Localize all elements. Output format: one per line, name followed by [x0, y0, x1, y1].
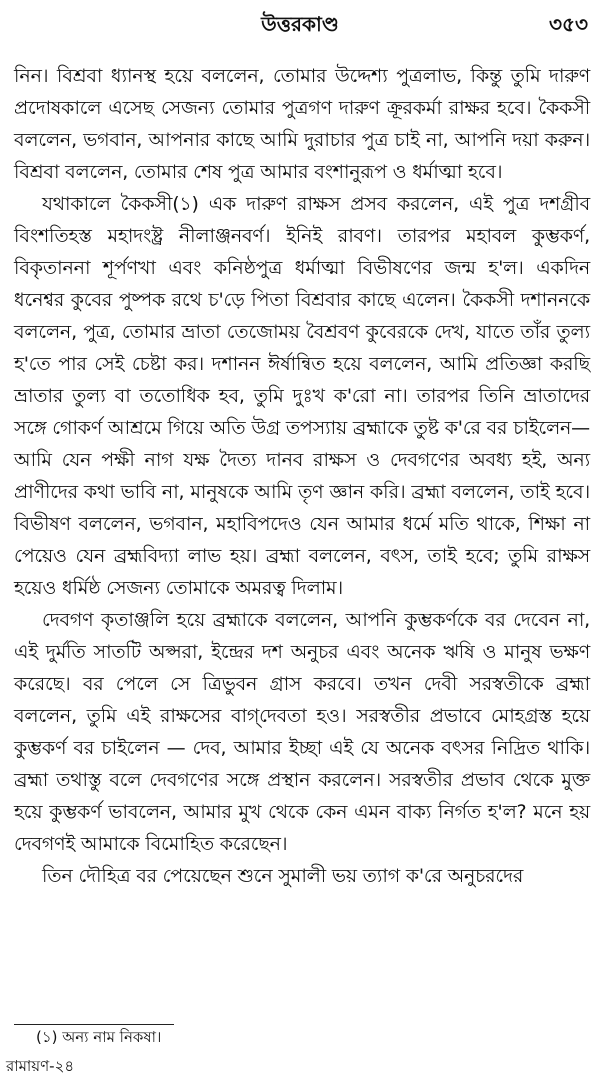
footnote-rule	[14, 1024, 174, 1025]
footnote: (১) অন্য নাম নিকষা।	[36, 1028, 162, 1046]
printer-signature: রামায়ণ-২৪	[6, 1057, 75, 1075]
paragraph-4: তিন দৌহিত্র বর পেয়েছেন শুনে সুমালী ভয় ত্যাগ ক'রে অনুচরদের	[42, 865, 524, 887]
paragraph-1: নিন। বিশ্রবা ধ্যানস্থ হয়ে বললেন, তোমার উদ্দেশ্য পুত্রলাভ, কিন্তু তুমি দারুণ প্রদোষকালে এসেছ সেজন্য তোমার পুত্রগণ দারুণ ক্রূরকর্মা রাক্ষর হবে। কৈকসী বললেন, ভগবান, আপনার কাছে আমি দুরাচার পুত্র চাই না, আপনি দয়া করুন। বিশ্রবা বললেন, তোমার শেষ পুত্র আমার বংশানুরূপ ও ধর্মাত্মা হবে।	[14, 65, 590, 183]
running-head: উত্তরকাণ্ড	[261, 12, 339, 36]
paragraph-2: যথাকালে কৈকসী(১) এক দারুণ রাক্ষস প্রসব করলেন, এই পুত্র দশগ্রীব বিংশতিহস্ত মহাদংষ্ট্র নীলাঞ্জনবর্ণ। ইনিই রাবণ। তারপর মহাবল কুম্ভকর্ণ, বিকৃতাননা শূর্পণখা এবং কনিষ্ঠপুত্র ধর্মাত্মা বিভীষণের জন্ম হ'ল। একদিন ধনেশ্বর কুবের পুষ্পক রথে চ'ড়ে পিতা বিশ্রবার কাছে এলেন। কৈকসী দশাননকে বললেন, পুত্র, তোমার ভ্রাতা তেজোময় বৈশ্রবণ কুবেরকে দেখ, যাতে তাঁর তুল্য হ'তে পার সেই চেষ্টা কর। দশানন ঈর্ষান্বিত হয়ে বললেন, আমি প্রতিজ্ঞা করছি ভ্রাতার তুল্য বা ততোধিক হব, তুমি দুঃখ ক'রো না। তারপর তিনি ভ্রাতাদের সঙ্গে গোকর্ণ আশ্রমে গিয়ে অতি উগ্র তপস্যায় ব্রহ্মাকে তুষ্ট ক'রে বর চাইলেন—আমি যেন পক্ষী নাগ যক্ষ দৈত্য দানব রাক্ষস ও দেবগণের অবধ্য হই, অন্য প্রাণীদের কথা ভাবি না, মানুষকে আমি তৃণ জ্ঞান করি। ব্রহ্মা বললেন, তাই হবে। বিভীষণ বললেন, ভগবান, মহাবিপদেও যেন আমার ধর্মে মতি থাকে, শিক্ষা না পেয়েও যেন ব্রহ্মবিদ্যা লাভ হয়। ব্রহ্মা বললেন, বৎস, তাই হবে; তুমি রাক্ষস হয়েও ধর্মিষ্ঠ সেজন্য তোমাকে অমরত্ব দিলাম।	[14, 193, 590, 599]
paragraph-3: দেবগণ কৃতাঞ্জলি হয়ে ব্রহ্মাকে বললেন, আপনি কুম্ভকর্ণকে বর দেবেন না, এই দুর্মতি সাতটি অপ্সরা, ইন্দ্রের দশ অনুচর এবং অনেক ঋষি ও মানুষ ভক্ষণ করেছে। বর পেলে সে ত্রিভুবন গ্রাস করবে। তখন দেবী সরস্বতীকে ব্রহ্মা বললেন, তুমি এই রাক্ষসের বাগ্‌দেবতা হও। সরস্বতীর প্রভাবে মোহগ্রস্ত হয়ে কুম্ভকর্ণ বর চাইলেন — দেব, আমার ইচ্ছা এই যে অনেক বৎসর নিদ্রিত থাকি। ব্রহ্মা তথাস্তু বলে দেবগণের সঙ্গে প্রস্থান করলেন। সরস্বতীর প্রভাব থেকে মুক্ত হয়ে কুম্ভকর্ণ ভাবলেন, আমার মুখ থেকে কেন এমন বাক্য নির্গত হ'ল? মনে হয় দেবগণই আমাকে বিমোহিত করেছেন।	[14, 609, 590, 855]
page-number: ৩৫৩	[549, 12, 588, 36]
body-text	[14, 60, 590, 892]
page-header	[0, 4, 600, 40]
